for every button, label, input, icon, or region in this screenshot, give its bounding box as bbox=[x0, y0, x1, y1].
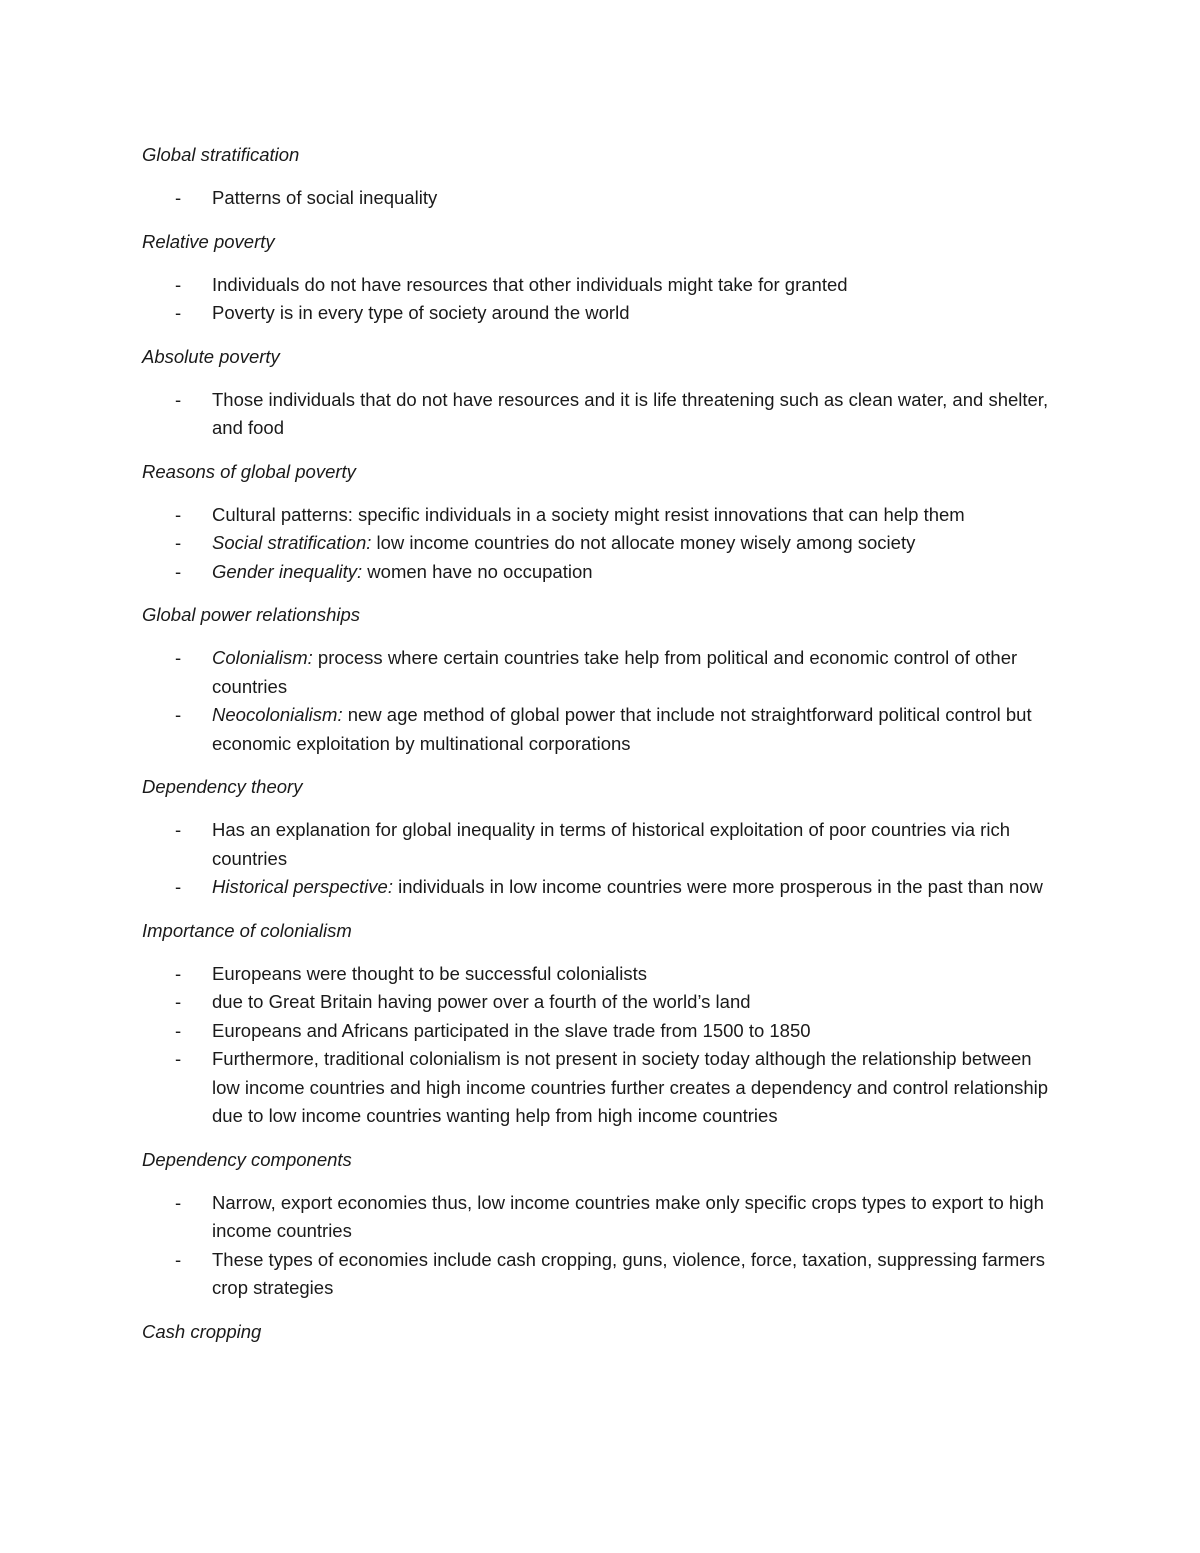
section bbox=[142, 140, 1062, 213]
bullet-dash: - bbox=[175, 273, 182, 295]
document-page bbox=[142, 140, 1062, 1361]
list-item bbox=[142, 816, 1062, 873]
item-text: women have no occupation bbox=[362, 560, 593, 582]
bullet-dash: - bbox=[175, 962, 182, 984]
list-item bbox=[142, 1017, 1062, 1046]
item-text: Patterns of social inequality bbox=[212, 187, 438, 208]
section-heading: Reasons of global poverty bbox=[142, 460, 356, 482]
bullet-dash: - bbox=[175, 1019, 182, 1041]
bullet-list bbox=[142, 386, 1062, 443]
item-text: Cultural patterns: specific individuals in a society might resist innovations that can help them bbox=[212, 503, 965, 525]
bullet-dash: - bbox=[175, 560, 182, 582]
section-heading: Importance of colonialism bbox=[142, 919, 352, 941]
bullet-list bbox=[142, 816, 1062, 902]
bullet-dash: - bbox=[175, 187, 182, 208]
bullet-dash: - bbox=[175, 647, 182, 668]
bullet-list bbox=[142, 1189, 1062, 1303]
item-text: Has an explanation for global inequality in terms of historical exploitation of poor countries via rich countries bbox=[212, 819, 1010, 869]
list-item bbox=[142, 501, 1062, 530]
bullet-dash: - bbox=[175, 1248, 182, 1270]
section bbox=[142, 600, 1062, 758]
bullet-dash: - bbox=[175, 876, 182, 897]
bullet-dash: - bbox=[175, 1191, 182, 1213]
term-label: Colonialism: bbox=[212, 647, 313, 668]
bullet-dash: - bbox=[175, 503, 182, 525]
section-heading: Absolute poverty bbox=[142, 345, 280, 367]
item-text: individuals in low income countries were more prosperous in the past than now bbox=[392, 876, 1043, 897]
list-item bbox=[142, 1189, 1062, 1246]
list-item bbox=[142, 184, 1062, 213]
list-item bbox=[142, 558, 1062, 587]
term-label: Social stratification: bbox=[212, 532, 372, 553]
list-item bbox=[142, 1246, 1062, 1303]
section-heading: Dependency components bbox=[142, 1148, 352, 1170]
item-text: due to Great Britain having power over a fourth of the world’s land bbox=[212, 991, 751, 1012]
list-item bbox=[142, 644, 1062, 701]
item-text: Europeans and Africans participated in the slave trade from 1500 to 1850 bbox=[212, 1019, 811, 1041]
item-text: These types of economies include cash cropping, guns, violence, force, taxation, suppressing farmers crop strategies bbox=[212, 1248, 1045, 1298]
bullet-list bbox=[142, 184, 1062, 213]
list-item bbox=[142, 529, 1062, 558]
bullet-list bbox=[142, 644, 1062, 758]
item-text: Europeans were thought to be successful colonialists bbox=[212, 962, 648, 984]
list-item bbox=[142, 271, 1062, 300]
bullet-dash: - bbox=[175, 819, 182, 840]
item-text: Furthermore, traditional colonialism is not present in society today although the relationship between low income countries and high income countries further creates a dependency and control relationship due to low income countries wanting help from high income countries bbox=[212, 1048, 1049, 1126]
list-item bbox=[142, 386, 1062, 443]
bullet-dash: - bbox=[175, 1048, 182, 1069]
section-heading: Relative poverty bbox=[142, 230, 275, 252]
bullet-list bbox=[142, 501, 1062, 587]
bullet-dash: - bbox=[175, 991, 182, 1012]
bullet-list bbox=[142, 271, 1062, 328]
item-text: Those individuals that do not have resources and it is life threatening such as clean water, and shelter, and food bbox=[212, 388, 1049, 438]
list-item bbox=[142, 299, 1062, 328]
section-heading: Dependency theory bbox=[142, 776, 303, 797]
list-item bbox=[142, 960, 1062, 989]
section bbox=[142, 342, 1062, 443]
term-label: Historical perspective: bbox=[212, 876, 393, 897]
item-text: low income countries do not allocate money wisely among society bbox=[371, 532, 916, 553]
section bbox=[142, 1317, 1062, 1347]
item-text: process where certain countries take help from political and economic control of other countries bbox=[212, 647, 1018, 697]
section-heading: Global stratification bbox=[142, 144, 300, 165]
section-heading: Global power relationships bbox=[142, 604, 361, 625]
section bbox=[142, 772, 1062, 902]
item-text: Individuals do not have resources that other individuals might take for granted bbox=[212, 273, 848, 295]
section-heading: Cash cropping bbox=[142, 1320, 262, 1342]
term-label: Gender inequality: bbox=[212, 560, 363, 582]
item-text: new age method of global power that include not straightforward political control but economic exploitation by multinational corporations bbox=[212, 704, 1032, 754]
bullet-dash: - bbox=[175, 532, 182, 553]
bullet-list bbox=[142, 960, 1062, 1131]
section bbox=[142, 1145, 1062, 1303]
list-item bbox=[142, 701, 1062, 758]
bullet-dash: - bbox=[175, 704, 182, 725]
item-text: Narrow, export economies thus, low income countries make only specific crops types to export to high income countries bbox=[212, 1191, 1044, 1241]
list-item bbox=[142, 873, 1062, 902]
section bbox=[142, 457, 1062, 587]
section bbox=[142, 227, 1062, 328]
list-item bbox=[142, 1045, 1062, 1131]
term-label: Neocolonialism: bbox=[212, 704, 343, 725]
list-item bbox=[142, 988, 1062, 1017]
bullet-dash: - bbox=[175, 302, 182, 323]
section bbox=[142, 916, 1062, 1131]
item-text: Poverty is in every type of society around the world bbox=[212, 302, 630, 323]
bullet-dash: - bbox=[175, 388, 182, 410]
